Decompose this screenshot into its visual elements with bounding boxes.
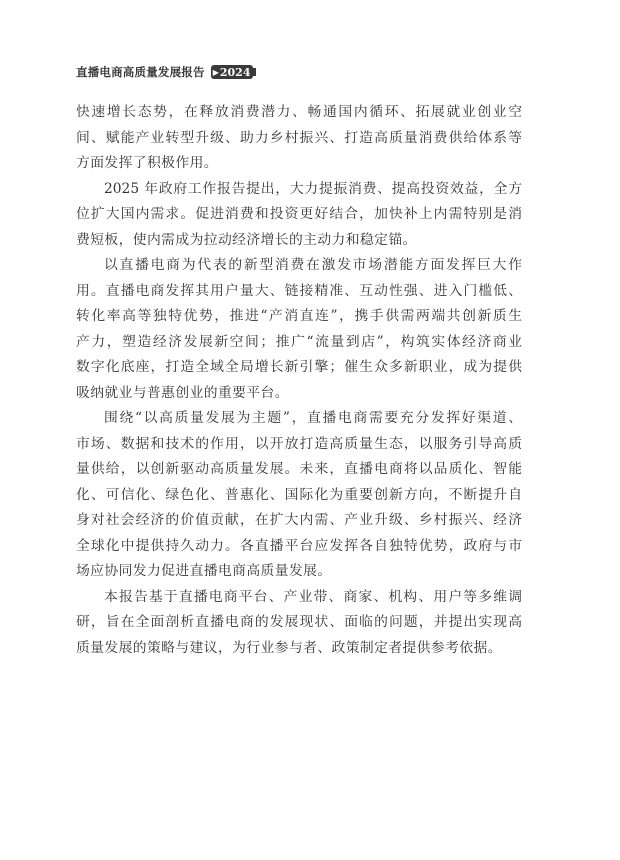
text-line: 化、可信化、绿色化、普惠化、国际化为重要创新方向，不断提升自 (76, 486, 522, 503)
text-line: 吸纳就业与普惠创业的重要平台。 (76, 384, 289, 401)
text-line: 研，旨在全面剖析直播电商的发展现状、面临的问题，并提出实现高 (76, 614, 522, 630)
text-line: 质量发展的策略与建议，为行业参与者、政策制定者提供参考依据。 (76, 639, 502, 656)
document-body (76, 100, 522, 661)
text-line: 间、赋能产业转型升级、助力乡村振兴、打造高质量消费供给体系等 (76, 129, 522, 146)
paragraph (76, 100, 522, 177)
text-line: 用。直播电商发挥其用户量大、链接精准、互动性强、进入门槛低、 (76, 282, 522, 299)
play-triangle-icon: ▶ (212, 67, 219, 77)
text-line: 身对社会经济的价值贡献，在扩大内需、产业升级、乡村振兴、经济 (76, 512, 522, 528)
text-line: 方面发挥了积极作用。 (76, 155, 218, 171)
year-badge-label: 2024 (219, 65, 251, 79)
text-line: 数字化底座，打造全域全局增长新引擎；催生众多新职业，成为提供 (76, 359, 522, 375)
paragraph (76, 585, 522, 662)
paragraph (76, 406, 522, 585)
text-line: 量供给，以创新驱动高质量发展。未来，直播电商将以品质化、智能 (76, 461, 522, 477)
text-line: 位扩大国内需求。促进消费和投资更好结合，加快补上内需特别是消 (76, 206, 522, 222)
text-line: 本报告基于直播电商平台、产业带、商家、机构、用户等多维调 (104, 588, 522, 605)
badge-tail-decoration (253, 68, 256, 76)
text-line: 2025 年政府工作报告提出，大力提振消费、提高投资效益，全方 (104, 180, 522, 197)
text-line: 以直播电商为代表的新型消费在激发市场潜能方面发挥巨大作 (104, 257, 522, 273)
report-title: 直播电商高质量发展报告 (76, 65, 205, 79)
text-line: 市场、数据和技术的作用，以开放打造高质量生态，以服务引导高质 (76, 435, 522, 452)
text-line: 全球化中提供持久动力。各直播平台应发挥各自独特优势，政府与市 (76, 537, 522, 554)
text-line: 产力，塑造经济发展新空间；推广“流量到店”，构筑实体经济商业 (76, 333, 522, 350)
text-line: 快速增长态势，在释放消费潜力、畅通国内循环、拓展就业创业空 (76, 104, 522, 120)
paragraph (76, 177, 522, 254)
text-line: 费短板，使内需成为拉动经济增长的主动力和稳定锚。 (76, 231, 417, 248)
paragraph (76, 253, 522, 406)
text-line: 转化率高等独特优势，推进“产消直连”，携手供需两端共创新质生 (76, 308, 522, 324)
text-line: 场应协同发力促进直播电商高质量发展。 (76, 563, 332, 579)
year-badge (211, 65, 254, 79)
page-header (76, 64, 256, 80)
text-line: 围绕“以高质量发展为主题”，直播电商需要充分发挥好渠道、 (104, 410, 522, 426)
